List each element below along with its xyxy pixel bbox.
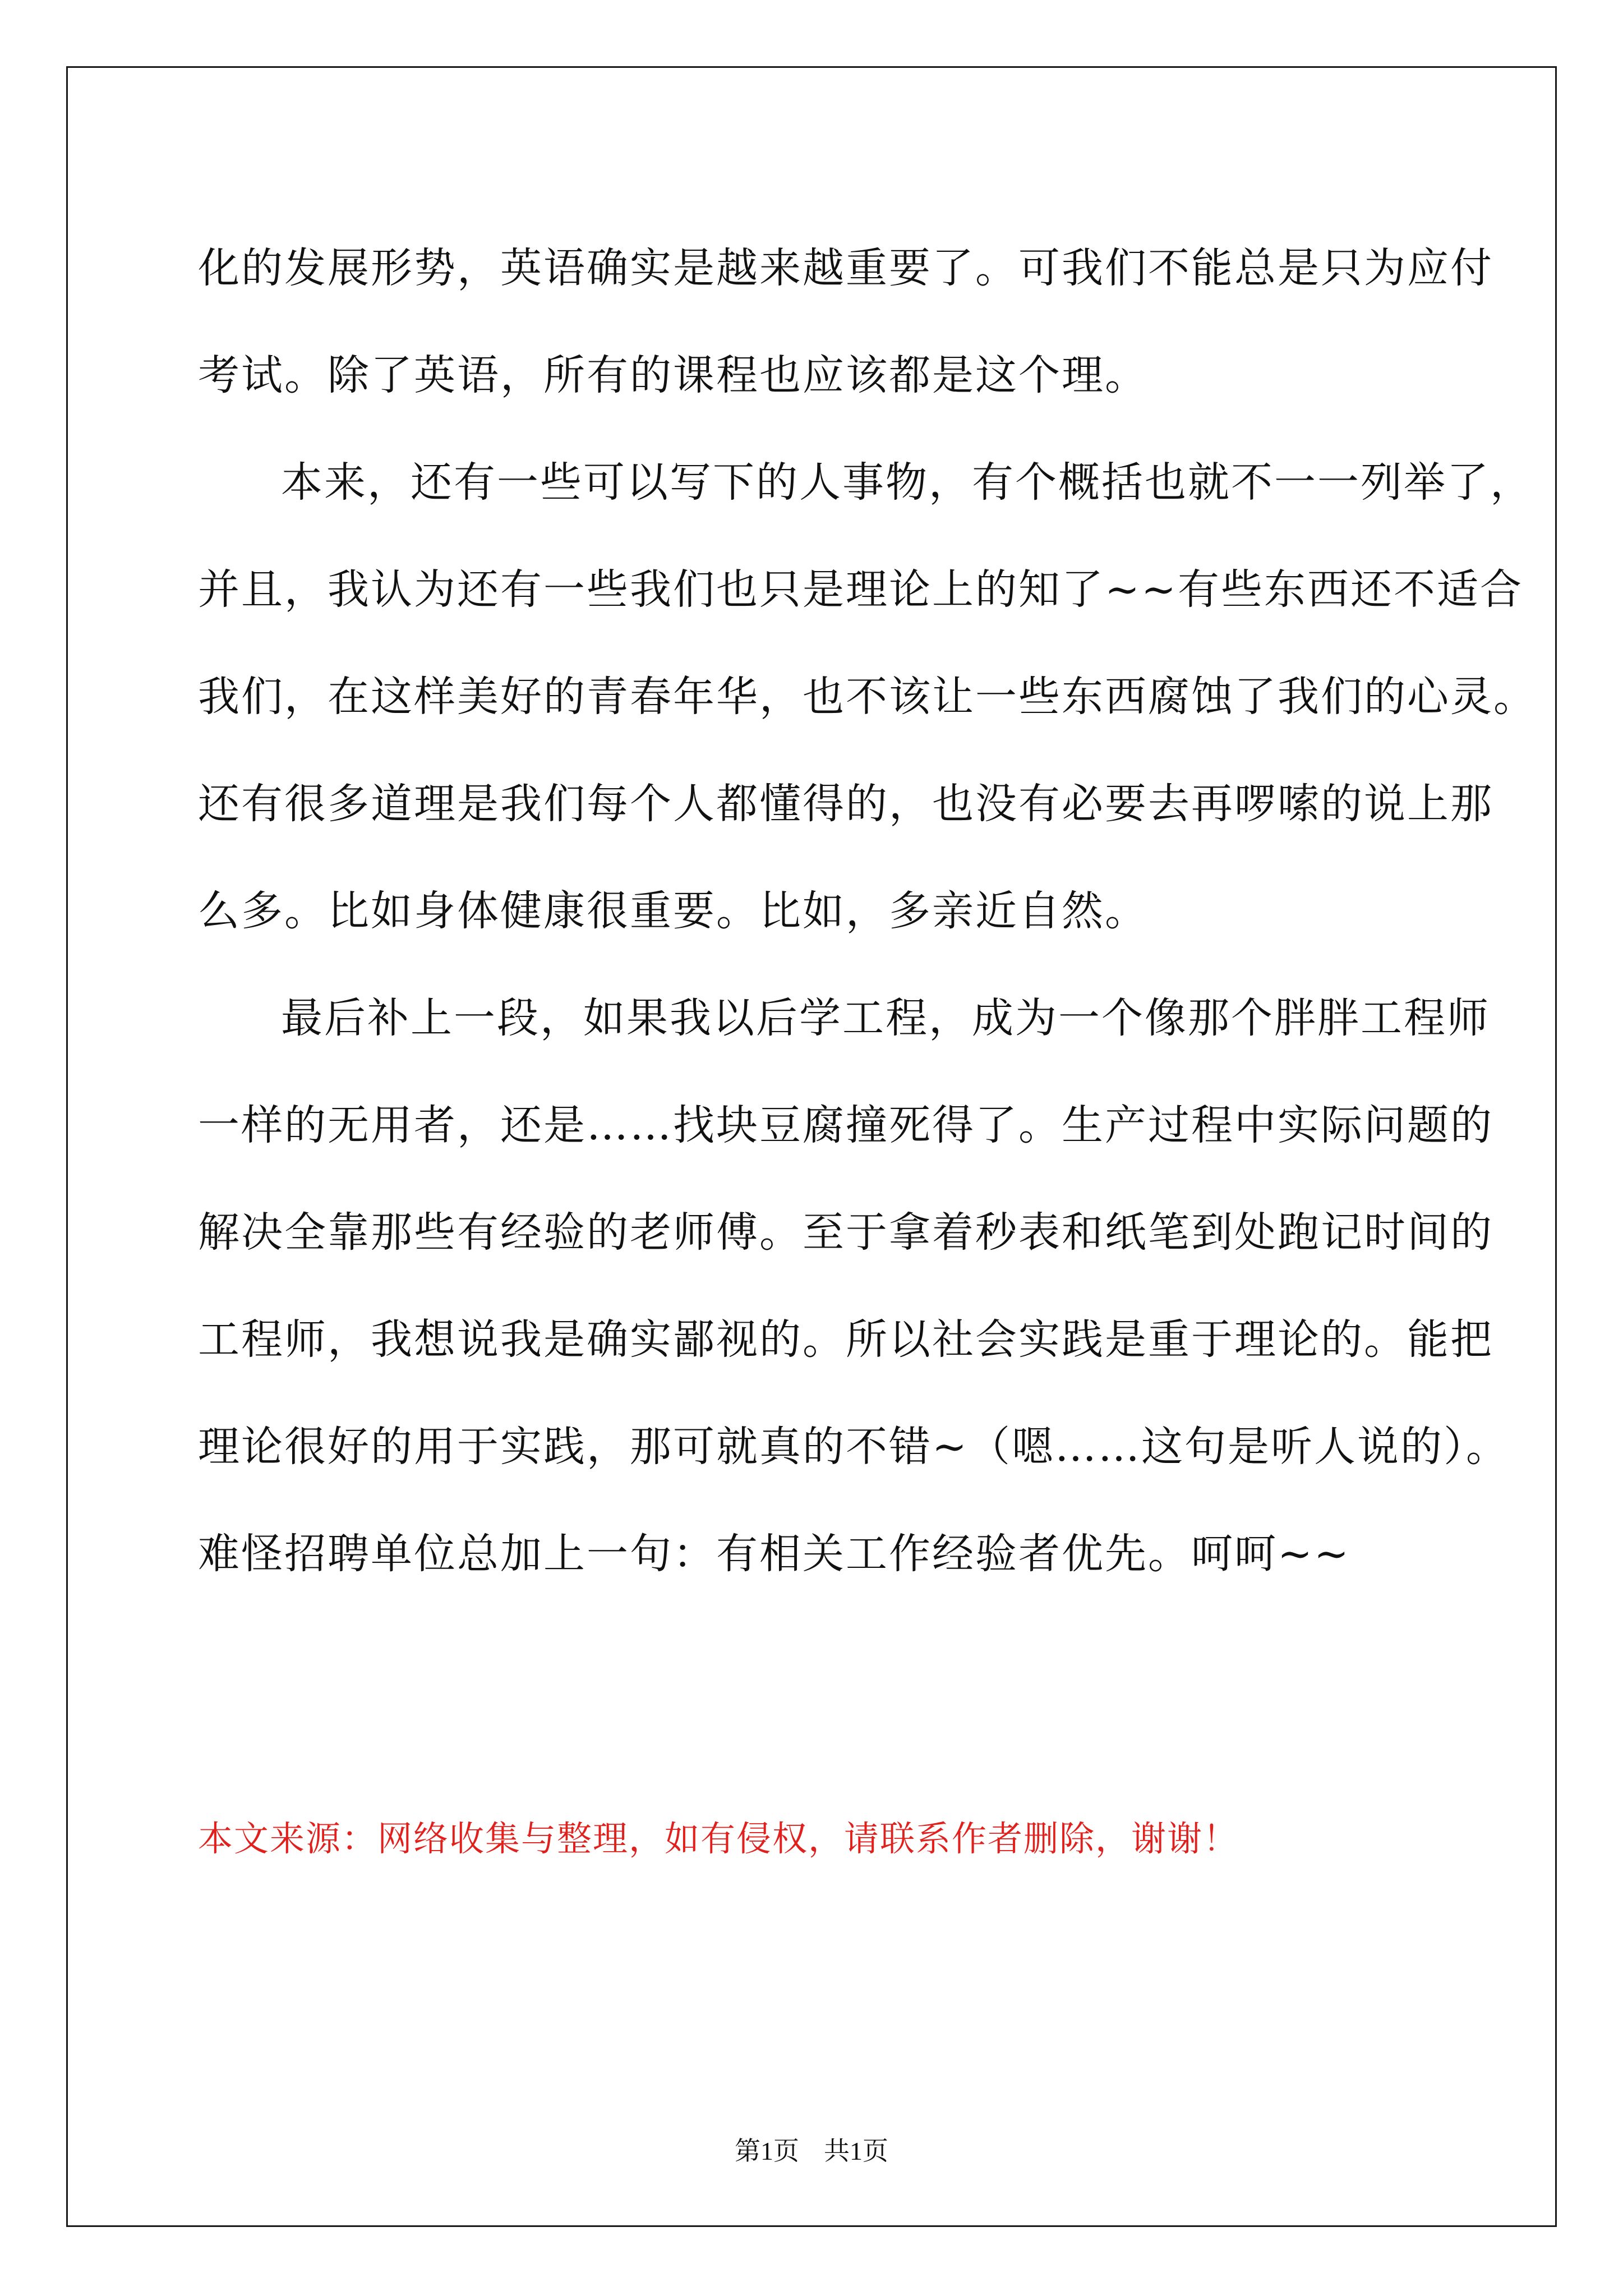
text-line: 解决全靠那些有经验的老师傅。至于拿着秒表和纸笔到处跑记时间的 bbox=[198, 1208, 1493, 1257]
page-footer bbox=[0, 2134, 1623, 2168]
paragraph-start-line: 最后补上一段，如果我以后学工程，成为一个像那个胖胖工程师 bbox=[281, 994, 1490, 1042]
text-line: 我们，在这样美好的青春年华，也不该让一些东西腐蚀了我们的心灵。 bbox=[198, 673, 1537, 721]
text-line: 还有很多道理是我们每个人都懂得的，也没有必要去再啰嗦的说上那 bbox=[198, 780, 1493, 828]
text-line: 理论很好的用于实践，那可就真的不错~（嗯……这句是听人说的）。 bbox=[198, 1423, 1510, 1471]
source-disclaimer: 本文来源：网络收集与整理，如有侵权，请联系作者删除，谢谢！ bbox=[198, 1818, 1239, 1859]
text-line: 化的发展形势，英语确实是越来越重要了。可我们不能总是只为应付 bbox=[198, 244, 1493, 292]
paragraph-start-line: 本来，还有一些可以写下的人事物，有个概括也就不一一列举了， bbox=[281, 458, 1533, 507]
text-line: 么多。比如身体健康很重要。比如，多亲近自然。 bbox=[198, 887, 1148, 935]
page-total: 共1页 bbox=[824, 2137, 888, 2165]
document-body bbox=[198, 215, 1537, 1608]
text-line: 并且，我认为还有一些我们也只是理论上的知了~~有些东西还不适合 bbox=[198, 565, 1524, 614]
page-number: 第1页 bbox=[735, 2137, 799, 2165]
text-line: 考试。除了英语，所有的课程也应该都是这个理。 bbox=[198, 351, 1148, 399]
text-line: 一样的无用者，还是……找块豆腐撞死得了。生产过程中实际问题的 bbox=[198, 1101, 1493, 1149]
text-line: 工程师，我想说我是确实鄙视的。所以社会实践是重于理论的。能把 bbox=[198, 1315, 1493, 1364]
text-line: 难怪招聘单位总加上一句：有相关工作经验者优先。呵呵~~ bbox=[198, 1530, 1351, 1578]
